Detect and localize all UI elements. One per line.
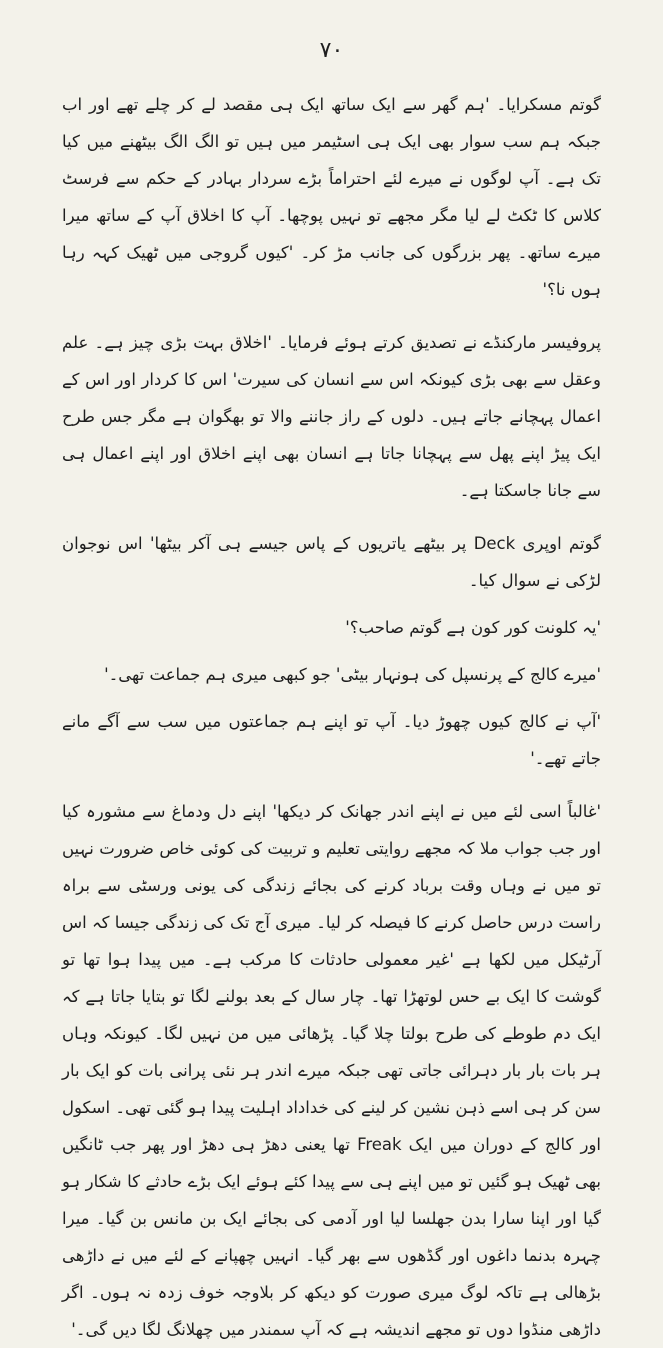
dialogue-answer-principal-daughter: 'میرے کالج کے پرنسپل کی ہونہار بیٹی' جو کبھی میری ہم جماعت تھی۔' — [104, 665, 601, 684]
page-number: ۷۰ — [319, 38, 344, 63]
paragraph-professor-markande: پروفیسر مارکنڈے نے تصدیق کرتے ہوئے فرمایا۔ 'اخلاق بہت بڑی چیز ہے۔ علم وعقل سے بھی بڑی کیونکہ اس سے انسان کی سیرت' اس کا کردار اور اس کے اعمال پہچانے جاتے ہیں۔ دلوں کے راز جاننے والا تو بھگوان ہے مگر جس طرح ایک پیڑ اپنے پھل سے پہچانا جاتا ہے انسان بھی اپنے اخلاق اور اپنے اعمال ہی سے جانا جاسکتا ہے۔ — [62, 333, 601, 500]
paragraph-upper-deck: گوتم اوپری Deck پر بیٹھے یاتریوں کے پاس جیسے ہی آکر بیٹھا' اس نوجوان لڑکی نے سوال کیا۔ — [62, 534, 601, 590]
paragraph-gautam-smiled: گوتم مسکرایا۔ 'ہم گھر سے ایک ساتھ ایک ہی مقصد لے کر چلے تھے اور اب جبکہ ہم سب سوار بھی ایک ہی اسٹیمر میں ہیں تو الگ الگ بیٹھنے میں کیا تک ہے۔ آپ لوگوں نے میرے لئے احتراماً بڑے سردار بہادر کے حکم سے فرسٹ کلاس کا ٹکٹ لے لیا مگر مجھے تو نہیں پوچھا۔ آپ کا اخلاق آپ کے ساتھ میرا میرے ساتھ۔ پھر بزرگوں کی جانب مڑ کر۔ 'کیوں گروجی میں ٹھیک کہہ رہا ہوں نا؟' — [62, 95, 601, 299]
paragraph-long-answer: 'غالباً اسی لئے میں نے اپنے اندر جھانک کر دیکھا' اپنے دل ودماغ سے مشورہ کیا اور جب جواب ملا کہ مجھے روایتی تعلیم و تربیت کی کوئی خاص ضرورت نہیں تو میں نے وہاں وقت برباد کرنے کی بجائے زندگی کی یونی ورسٹی سے براہ راست درس حاصل کرنے کا فیصلہ کر لیا۔ میری آج تک کی زندگی جیسا کہ اس آرٹیکل میں لکھا ہے 'غیر معمولی حادثات کا مرکب ہے۔ میں پیدا ہوا تھا تو گوشت کا ایک بے حس لوتھڑا تھا۔ چار سال کے بعد بولنے لگا تو بتایا جاتا ہے کہ ایک دم طوطے کی طرح بولتا چلا گیا۔ پڑھائی میں من نہیں لگا۔ کیونکہ وہاں ہر بات بار بار دہرائی جاتی تھی جبکہ میرے اندر ہر نئی پرانی بات کو ایک بار سن کر ہی اسے ذہن نشین کر لینے کی خداداد اہلیت پیدا ہو گئی تھی۔ اسکول اور کالج کے دوران میں ایک Freak تھا یعنی دھڑ ہی دھڑ اور پھر جب ٹانگیں بھی ٹھیک ہو گئیں تو میں اپنے ہی سے پیدا کئے ہوئے ایک بڑے حادثے کا شکار ہو گیا اور اپنا سارا بدن جھلسا لیا اور آدمی کی بجائے ایک بن مانس بن گیا۔ میرا چہرہ بدنما داغوں اور گڈھوں سے بھر گیا۔ انہیں چھپانے کے لئے میں نے داڑھی بڑھالی ہے تاکہ لوگ میری صورت کو دیکھ کر بلاوجہ خوف زدہ نہ ہوں۔ اگر داڑھی منڈوا دوں تو مجھے اندیشہ ہے کہ آپ سمندر میں چھلانگ لگا دیں گی۔' — [62, 802, 601, 1339]
dialogue-question-kulwant: 'یہ کلونت کور کون ہے گوتم صاحب؟' — [345, 618, 601, 637]
dialogue-question-left-college: 'آپ نے کالج کیوں چھوڑ دیا۔ آپ تو اپنے ہم جماعتوں میں سب سے آگے مانے جاتے تھے۔' — [62, 712, 601, 768]
